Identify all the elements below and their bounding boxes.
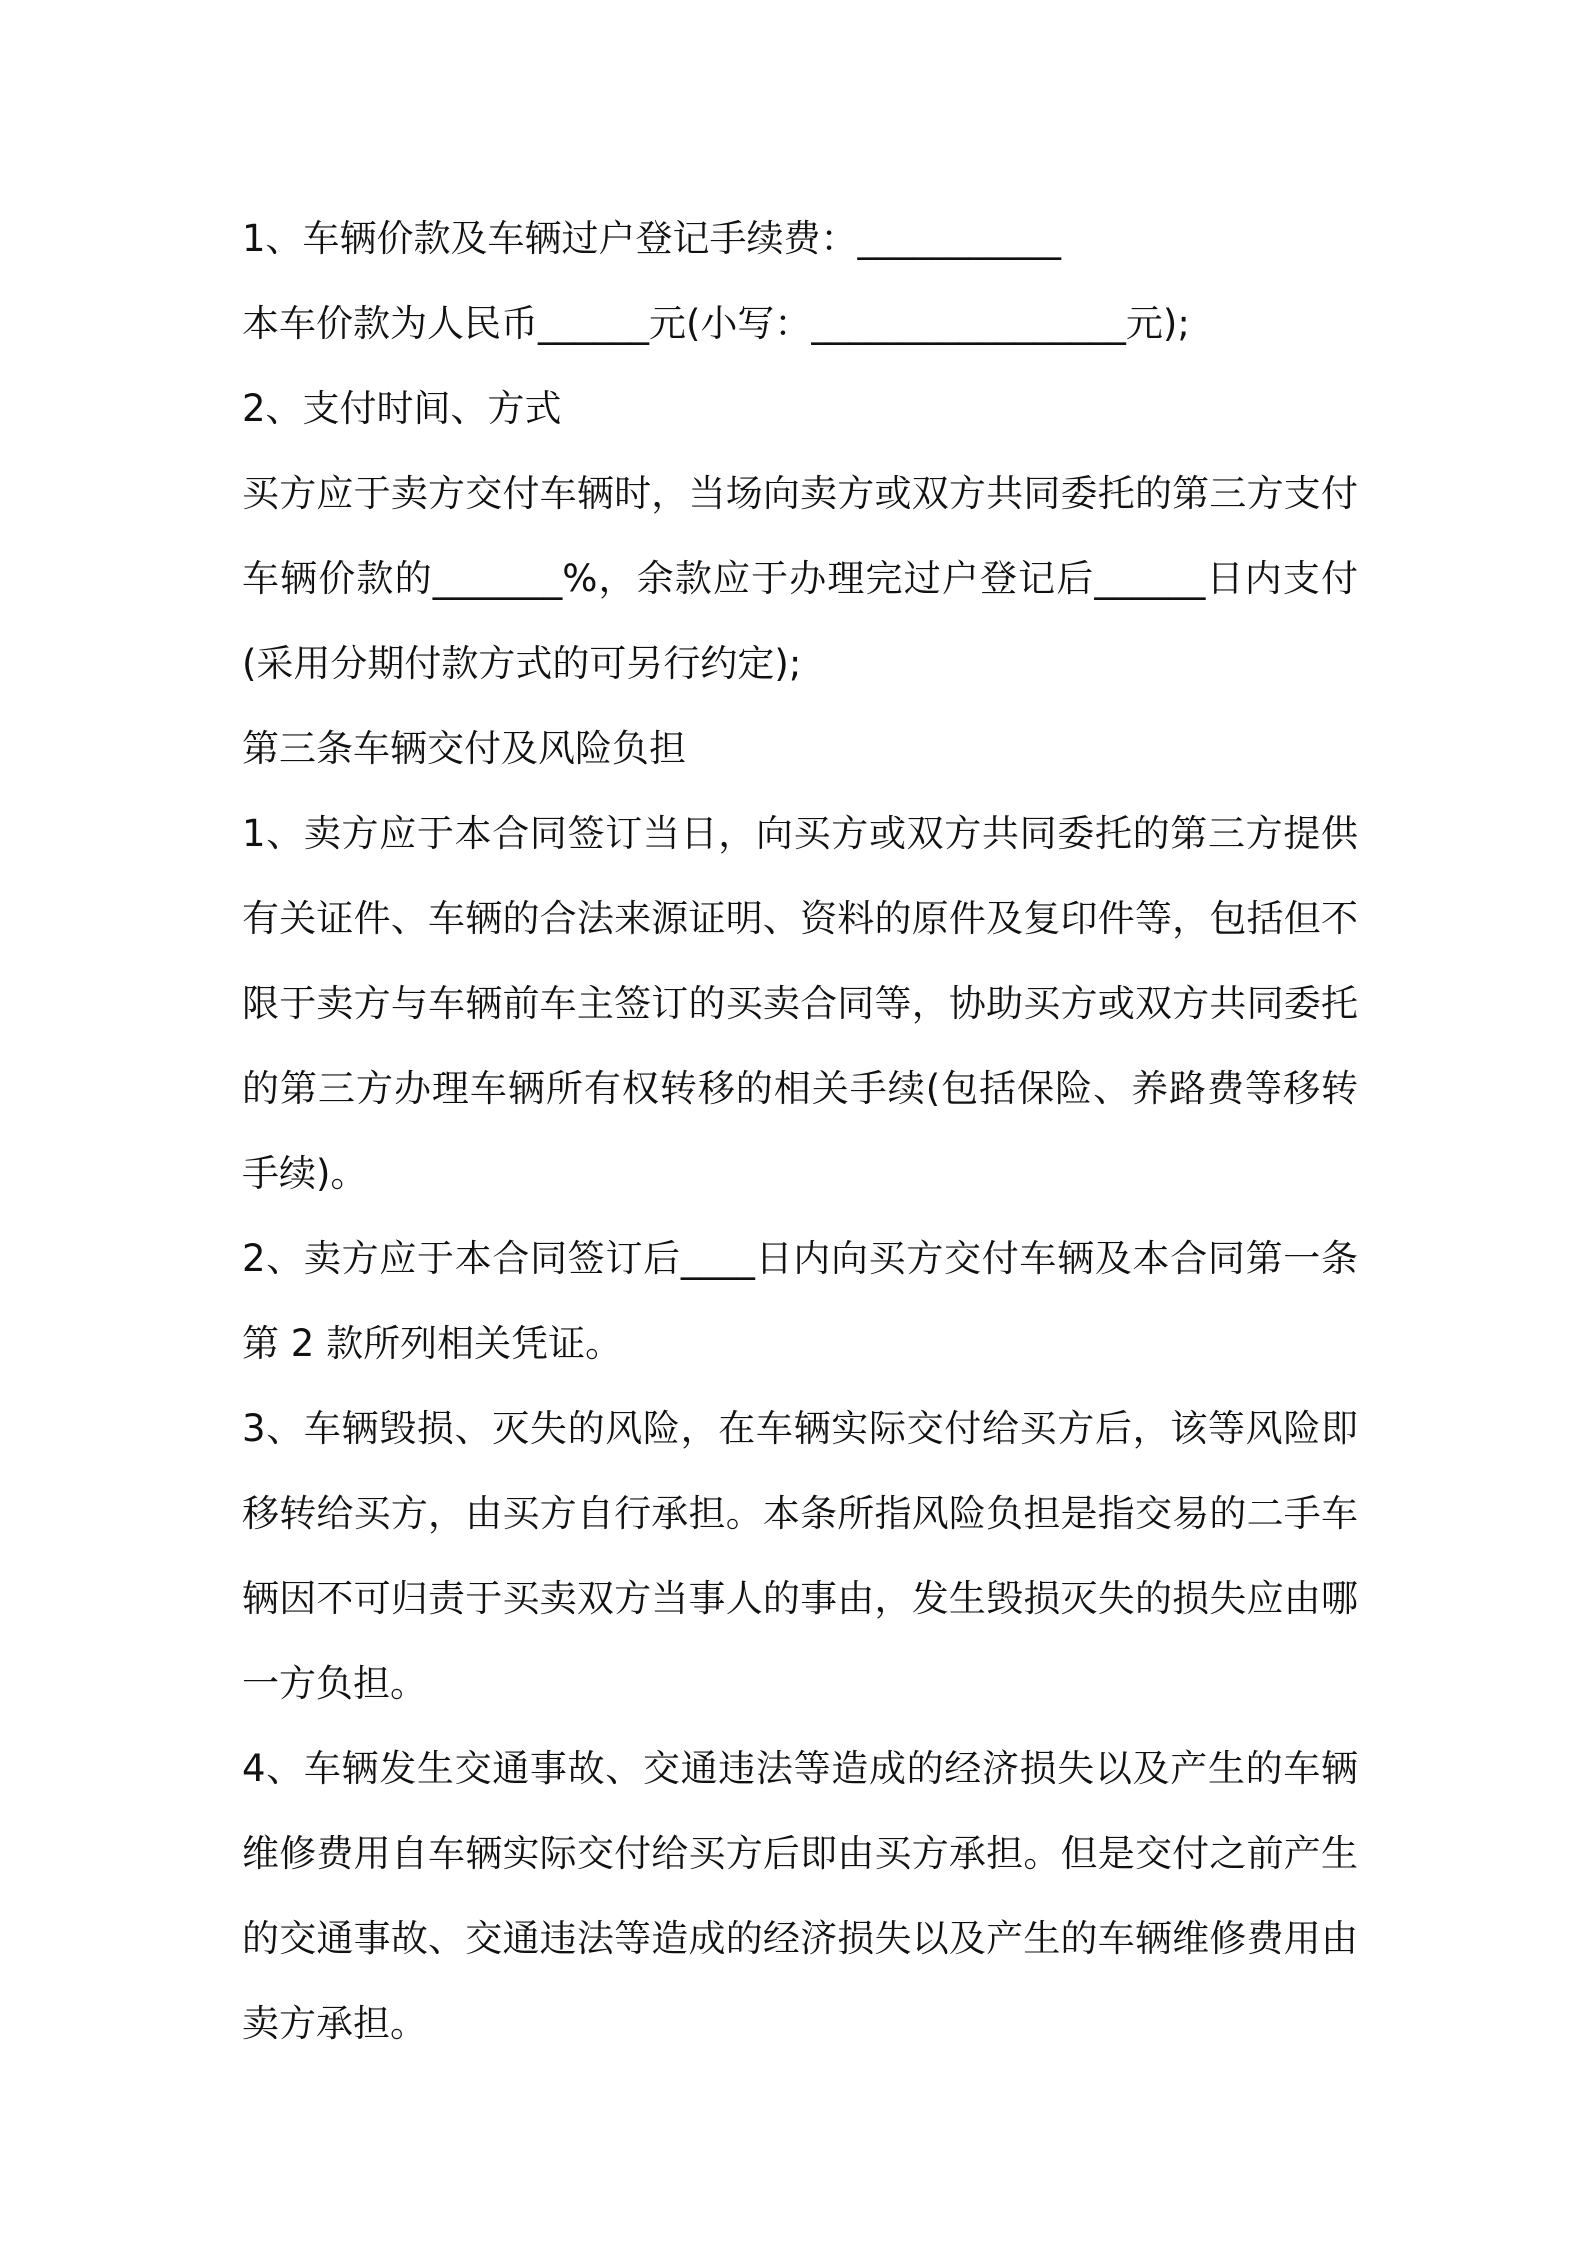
article-three-item-4: 4、车辆发生交通事故、交通违法等造成的经济损失以及产生的车辆维修费用自车辆实际交付给买方后即由买方承担。但是交付之前产生的交通事故、交通违法等造成的经济损失以及产生的车辆维修费用由卖方承担。 <box>242 1747 1358 2045</box>
article-three-title: 第三条车辆交付及风险负担 <box>242 727 686 770</box>
clause-price-amount: 本车价款为人民币______元(小写：_________________元); <box>242 302 1190 345</box>
clause-price-heading: 1、车辆价款及车辆过户登记手续费：___________ <box>242 217 1062 260</box>
clause-payment-terms: 买方应于卖方交付车辆时，当场向卖方或双方共同委托的第三方支付车辆价款的_______%，余款应于办理完过户登记后______日内支付(采用分期付款方式的可另行约定); <box>242 472 1358 685</box>
clause-payment-heading: 2、支付时间、方式 <box>242 387 562 430</box>
article-three-item-3: 3、车辆毁损、灭失的风险，在车辆实际交付给买方后，该等风险即移转给买方，由买方自行承担。本条所指风险负担是指交易的二手车辆因不可归责于买卖双方当事人的事由，发生毁损灭失的损失应由哪一方负担。 <box>242 1407 1358 1705</box>
article-three-item-1: 1、卖方应于本合同签订当日，向买方或双方共同委托的第三方提供有关证件、车辆的合法来源证明、资料的原件及复印件等，包括但不限于卖方与车辆前车主签订的买卖合同等，协助买方或双方共同委托的第三方办理车辆所有权转移的相关手续(包括保险、养路费等移转手续)。 <box>242 812 1358 1195</box>
article-three-item-2: 2、卖方应于本合同签订后____日内向买方交付车辆及本合同第一条第 2 款所列相关凭证。 <box>242 1237 1358 1365</box>
document-body <box>242 196 1358 2066</box>
